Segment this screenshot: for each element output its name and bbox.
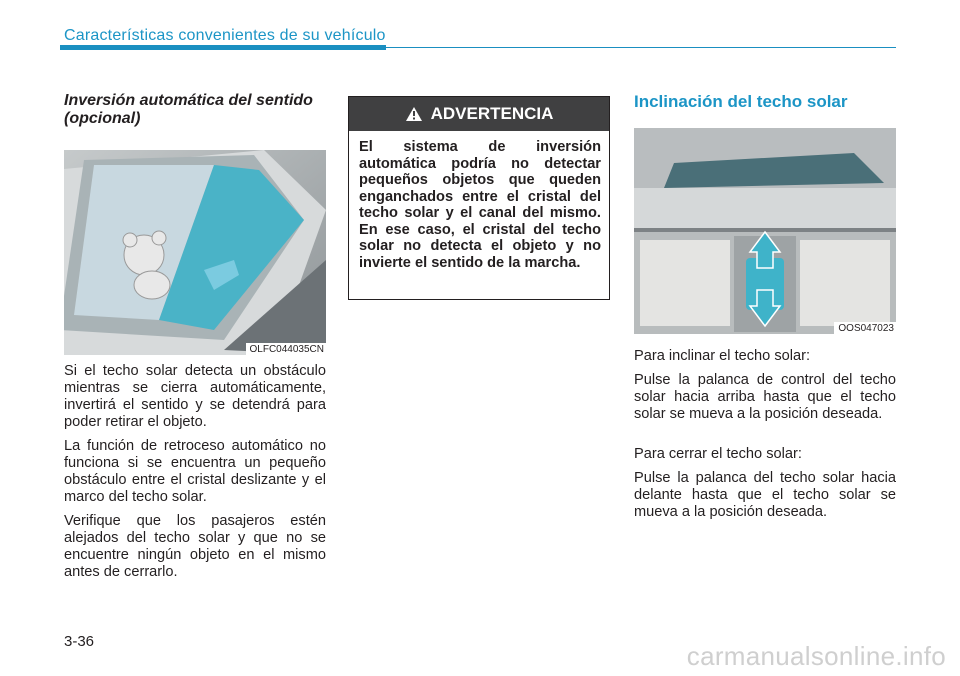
- figure-code: OOS047023: [834, 322, 896, 334]
- warning-text: El sistema de inversión automática podría no detectar pequeños objetos que queden enganchados entre el cristal del techo solar y el canal del mismo. En ese caso, el cristal del techo solar no detecta el objeto y no invierte el sentido de la marcha.: [359, 139, 601, 271]
- paragraph: Si el techo solar detecta un obstáculo mientras se cierra automáticamente, invertirá el sentido y se detendrá para poder retirar el objeto.: [64, 363, 326, 430]
- left-column: [64, 92, 326, 588]
- sunroof-illustration: [64, 150, 326, 355]
- close-text: Pulse la palanca del techo solar hacia delante hasta que el techo solar se mueva a la posición deseada.: [634, 470, 896, 520]
- figure-code: OLFC044035CN: [246, 343, 326, 355]
- section-title: Características convenientes de su vehículo: [64, 27, 386, 44]
- warning-box: [348, 96, 610, 300]
- warning-header: [349, 97, 609, 131]
- tilt-section-title: Inclinación del techo solar: [634, 92, 848, 111]
- right-column: [634, 92, 896, 528]
- paragraph: Verifique que los pasajeros estén alejados del techo solar y que no se encuentre ningún objeto en el mismo antes de cerrarlo.: [64, 513, 326, 580]
- header-rule: [60, 45, 386, 50]
- close-intro: Para cerrar el techo solar:: [634, 446, 802, 462]
- tilt-control-figure: [634, 128, 896, 334]
- tilt-text: Pulse la palanca de control del techo solar hacia arriba hasta que el techo solar se mueva a la posición deseada.: [634, 372, 896, 422]
- tilt-switch-illustration: [634, 128, 896, 334]
- watermark: carmanualsonline.info: [686, 641, 946, 671]
- warning-title: ADVERTENCIA: [430, 104, 554, 123]
- page-number: 3-36: [64, 633, 95, 650]
- tilt-intro: Para inclinar el techo solar:: [634, 348, 811, 364]
- paragraph: La función de retroceso automático no funciona si se encuentra un pequeño obstáculo entre el cristal deslizante y el marco del techo solar.: [64, 438, 326, 505]
- subheading: Inversión automática del sentido (opcional): [64, 92, 313, 127]
- warning-triangle-icon: [405, 106, 423, 122]
- sunroof-reverse-figure: [64, 150, 326, 355]
- header-rule-thin: [386, 47, 896, 48]
